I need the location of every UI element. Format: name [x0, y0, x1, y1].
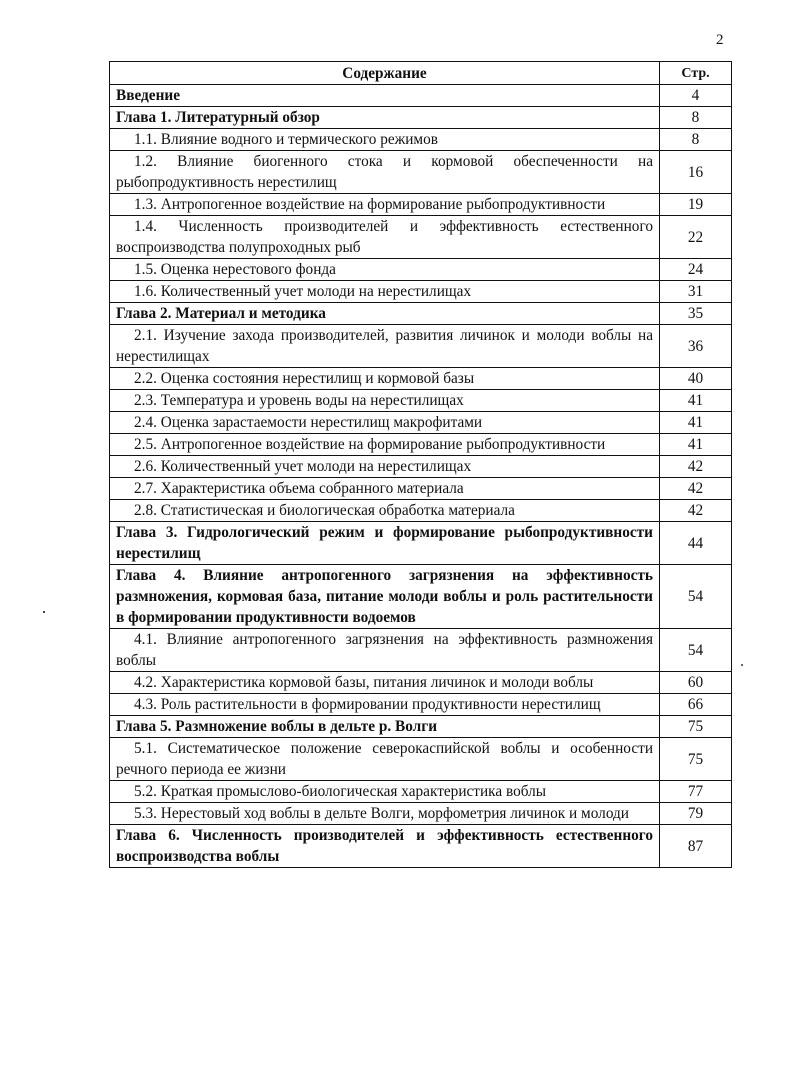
toc-entry-page: 24 — [660, 259, 732, 281]
toc-entry-page: 19 — [660, 194, 732, 216]
toc-entry-title: 2.8. Статистическая и биологическая обработка материала — [110, 500, 660, 522]
toc-entry-title: 1.4. Численность производителей и эффективность естественного воспроизводства полупроходных рыб — [110, 216, 660, 259]
toc-row — [110, 629, 732, 672]
toc-row — [110, 151, 732, 194]
toc-entry-page: 8 — [660, 129, 732, 151]
toc-row — [110, 325, 732, 368]
toc-entry-title: 1.2. Влияние биогенного стока и кормовой обеспеченности на рыбопродуктивность нерестилищ — [110, 151, 660, 194]
toc-entry-page: 41 — [660, 390, 732, 412]
toc-row — [110, 500, 732, 522]
toc-entry-title: Глава 5. Размножение воблы в дельте р. Волги — [110, 716, 660, 738]
toc-entry-title: 1.3. Антропогенное воздействие на формирование рыбопродуктивности — [110, 194, 660, 216]
scan-speck — [43, 611, 45, 613]
toc-entry-page: 75 — [660, 738, 732, 781]
toc-row — [110, 694, 732, 716]
toc-row — [110, 129, 732, 151]
toc-entry-page: 16 — [660, 151, 732, 194]
toc-entry-page: 54 — [660, 629, 732, 672]
toc-entry-page: 41 — [660, 434, 732, 456]
toc-page-column-header: Стр. — [660, 62, 732, 85]
toc-entry-title: 1.6. Количественный учет молоди на нерестилищах — [110, 281, 660, 303]
toc-entry-page: 79 — [660, 803, 732, 825]
toc-entry-page: 4 — [660, 85, 732, 107]
toc-entry-title: Глава 3. Гидрологический режим и формирование рыбопродуктивности нерестилищ — [110, 522, 660, 565]
toc-entry-title: Глава 4. Влияние антропогенного загрязнения на эффективность размножения, кормовая база, питание молоди воблы и роль растительности в формировании продуктивности водоемов — [110, 565, 660, 629]
toc-row — [110, 434, 732, 456]
toc-entry-title: 4.1. Влияние антропогенного загрязнения на эффективность размножения воблы — [110, 629, 660, 672]
toc-entry-title: Глава 2. Материал и методика — [110, 303, 660, 325]
toc-row — [110, 107, 732, 129]
toc-entry-page: 42 — [660, 456, 732, 478]
toc-row — [110, 716, 732, 738]
page-number: 2 — [716, 32, 724, 48]
toc-entry-title: 4.2. Характеристика кормовой базы, питания личинок и молоди воблы — [110, 672, 660, 694]
toc-row — [110, 522, 732, 565]
toc-row — [110, 803, 732, 825]
toc-row — [110, 216, 732, 259]
toc-row — [110, 85, 732, 107]
toc-row — [110, 825, 732, 868]
toc-row — [110, 368, 732, 390]
toc-entry-page: 54 — [660, 565, 732, 629]
toc-entry-title: 5.1. Систематическое положение северокаспийской воблы и особенности речного периода ее жизни — [110, 738, 660, 781]
toc-entry-title: Введение — [110, 85, 660, 107]
toc-entry-page: 40 — [660, 368, 732, 390]
toc-row — [110, 781, 732, 803]
toc-entry-title: 2.3. Температура и уровень воды на нерестилищах — [110, 390, 660, 412]
toc-entry-title: 5.2. Краткая промыслово-биологическая характеристика воблы — [110, 781, 660, 803]
toc-entry-page: 77 — [660, 781, 732, 803]
table-of-contents — [109, 61, 732, 868]
toc-entry-page: 42 — [660, 500, 732, 522]
toc-row — [110, 478, 732, 500]
toc-entry-title: 4.3. Роль растительности в формировании продуктивности нерестилищ — [110, 694, 660, 716]
toc-row — [110, 281, 732, 303]
toc-entry-page: 44 — [660, 522, 732, 565]
toc-entry-page: 75 — [660, 716, 732, 738]
toc-entry-title: 5.3. Нерестовый ход воблы в дельте Волги, морфометрия личинок и молоди — [110, 803, 660, 825]
toc-entry-title: 1.5. Оценка нерестового фонда — [110, 259, 660, 281]
toc-row — [110, 194, 732, 216]
toc-row — [110, 672, 732, 694]
toc-entry-title: 2.6. Количественный учет молоди на нерестилищах — [110, 456, 660, 478]
toc-entry-page: 8 — [660, 107, 732, 129]
toc-entry-title: 1.1. Влияние водного и термического режимов — [110, 129, 660, 151]
toc-entry-title: 2.5. Антропогенное воздействие на формирование рыбопродуктивности — [110, 434, 660, 456]
toc-title: Содержание — [110, 62, 660, 85]
toc-row — [110, 456, 732, 478]
toc-entry-page: 60 — [660, 672, 732, 694]
toc-row — [110, 738, 732, 781]
toc-entry-title: 2.2. Оценка состояния нерестилищ и кормовой базы — [110, 368, 660, 390]
toc-entry-page: 35 — [660, 303, 732, 325]
toc-entry-page: 87 — [660, 825, 732, 868]
toc-entry-title: 2.1. Изучение захода производителей, развития личинок и молоди воблы на нерестилищах — [110, 325, 660, 368]
toc-header-row — [110, 62, 732, 85]
toc-entry-page: 31 — [660, 281, 732, 303]
toc-row — [110, 412, 732, 434]
scan-speck — [741, 664, 743, 666]
toc-entry-title: 2.4. Оценка зарастаемости нерестилищ макрофитами — [110, 412, 660, 434]
toc-entry-page: 22 — [660, 216, 732, 259]
toc-entry-page: 42 — [660, 478, 732, 500]
toc-row — [110, 565, 732, 629]
toc-entry-title: Глава 6. Численность производителей и эффективность естественного воспроизводства воблы — [110, 825, 660, 868]
toc-entry-page: 66 — [660, 694, 732, 716]
toc-entry-title: 2.7. Характеристика объема собранного материала — [110, 478, 660, 500]
toc-entry-page: 36 — [660, 325, 732, 368]
toc-entry-page: 41 — [660, 412, 732, 434]
toc-row — [110, 259, 732, 281]
toc-entry-title: Глава 1. Литературный обзор — [110, 107, 660, 129]
toc-row — [110, 390, 732, 412]
toc-row — [110, 303, 732, 325]
